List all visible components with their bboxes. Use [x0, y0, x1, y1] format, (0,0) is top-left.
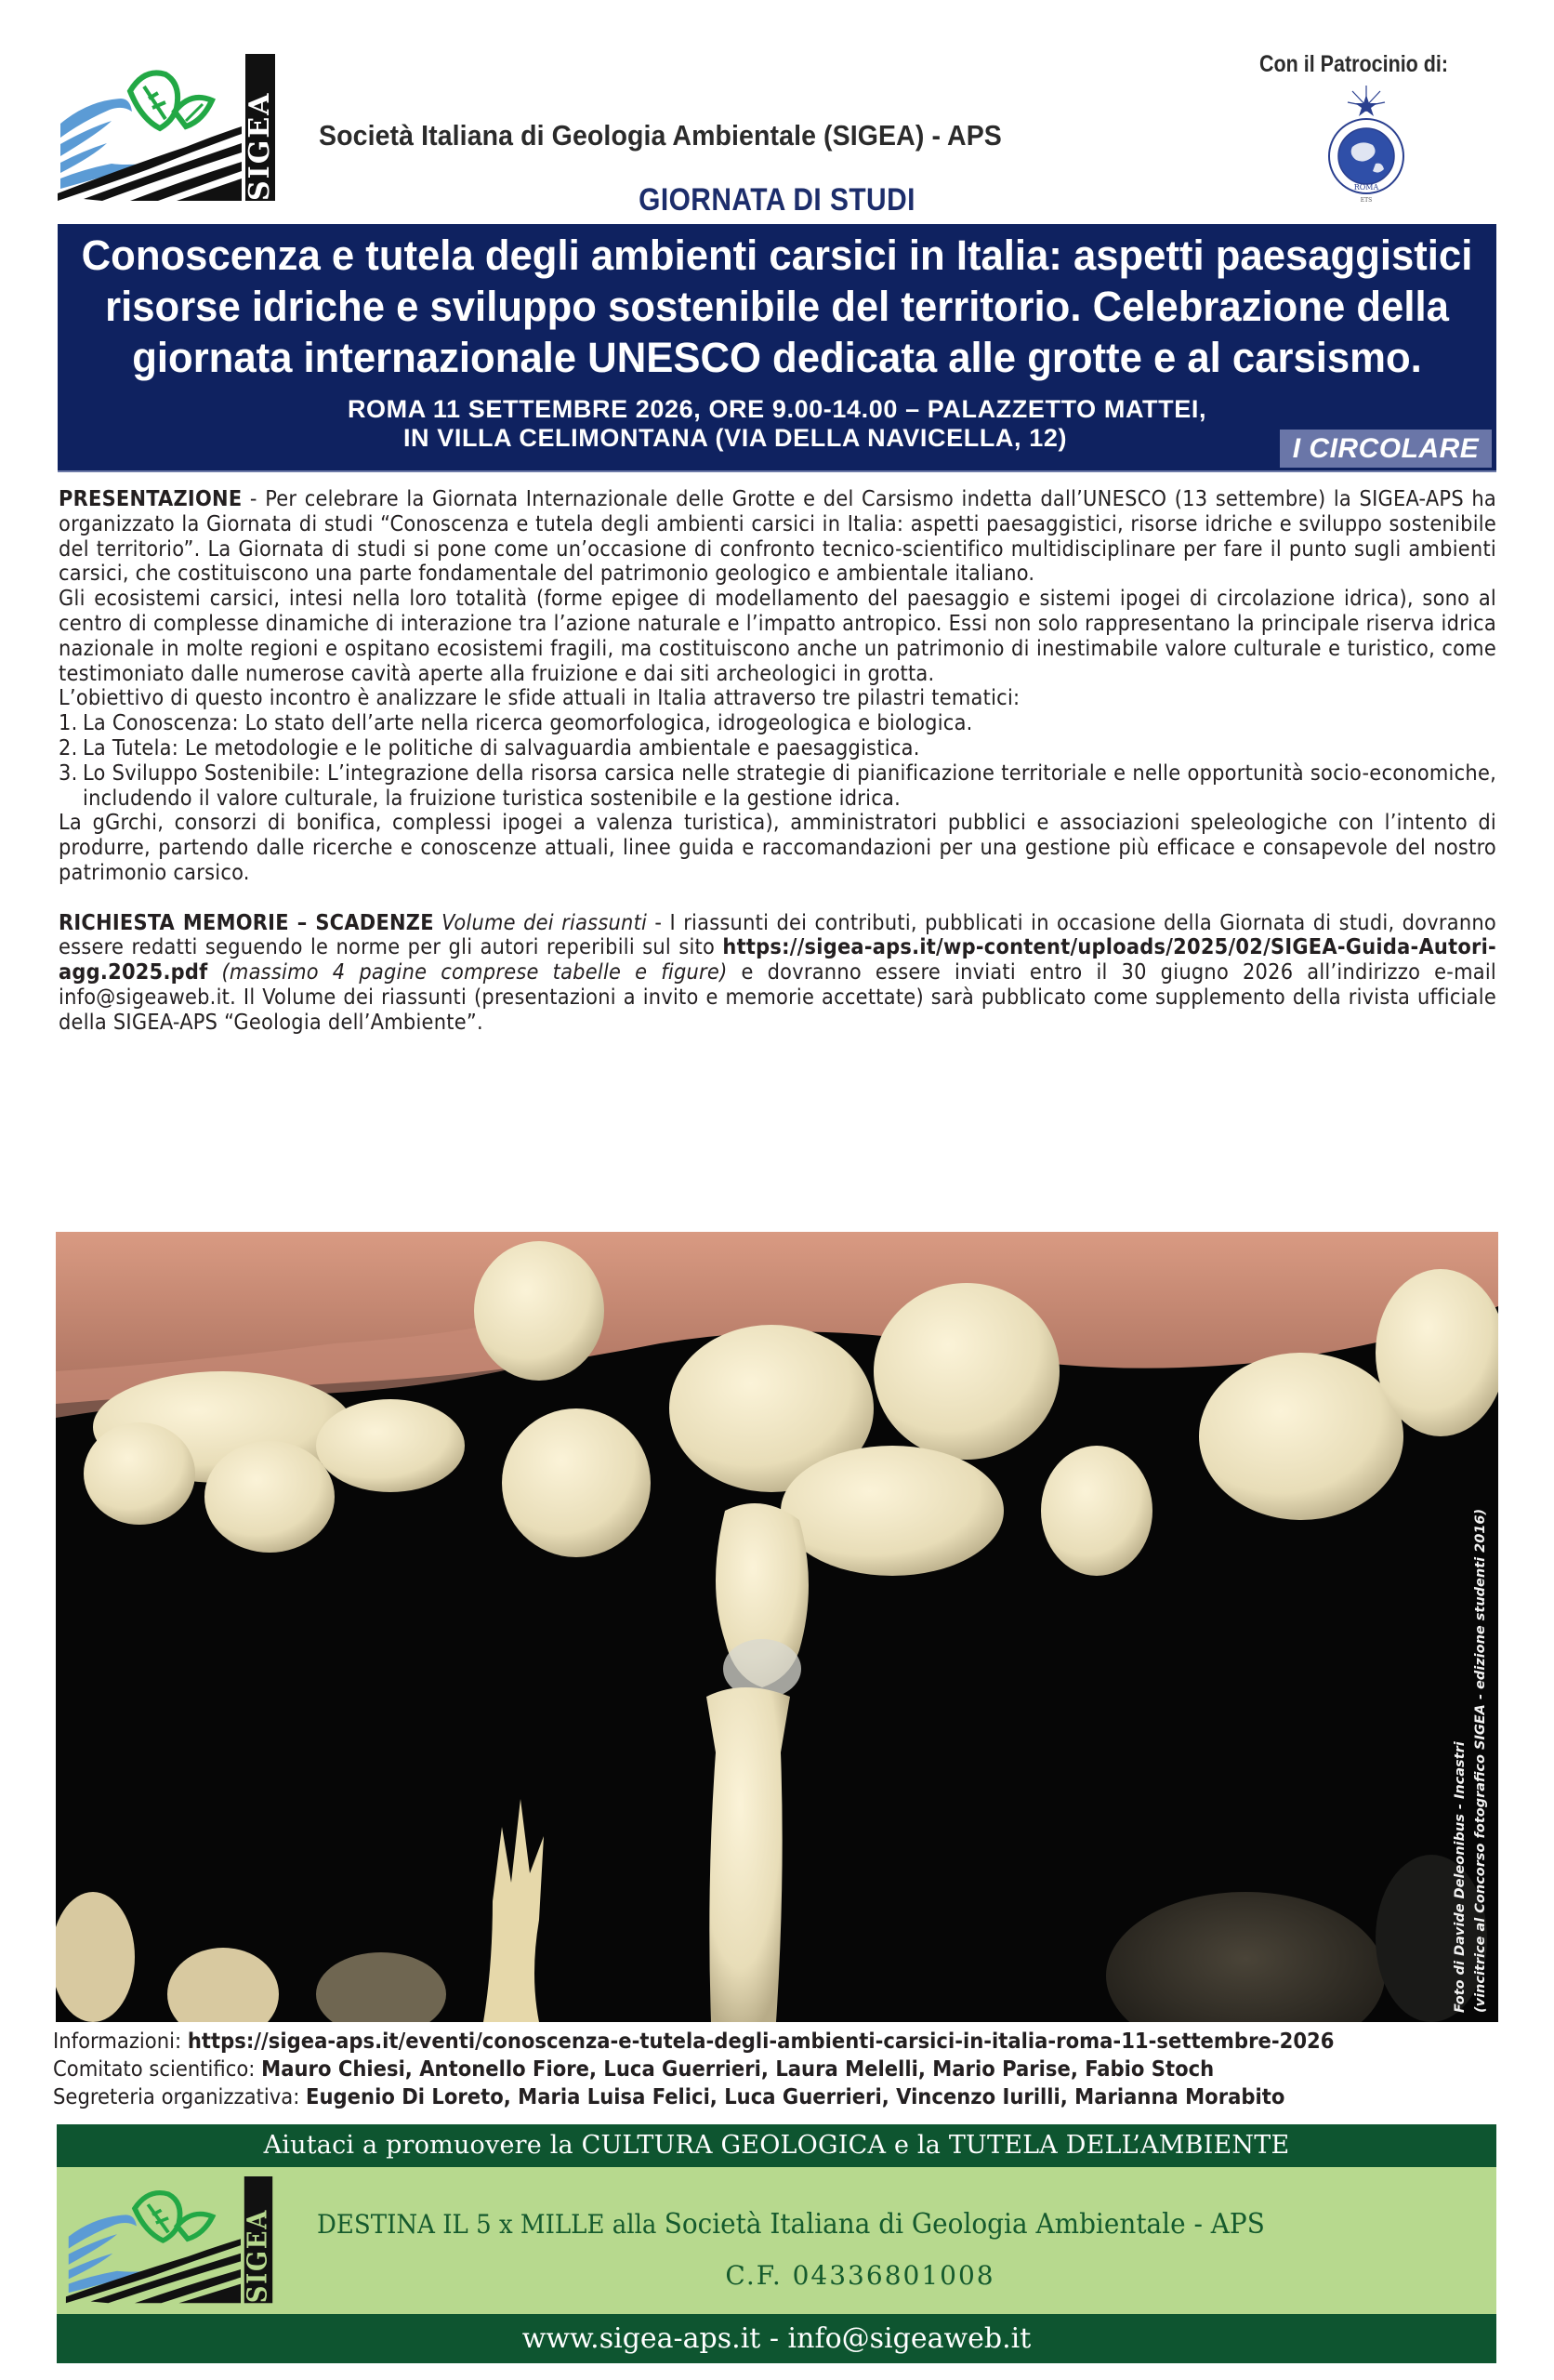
event-date-line: ROMA 11 SETTEMBRE 2026, ORE 9.00-14.00 – PALAZZETTO MATTEI, [347, 395, 1207, 423]
photo-credit [1439, 1492, 1491, 2013]
photo-credit-award: (vincitrice al Concorso fotografico SIGEA - edizione studenti 2016) [1473, 1508, 1488, 2013]
patronage-label: Con il Patrocinio di: [1259, 51, 1449, 77]
pillar-number: 3. [59, 760, 78, 786]
donate-org: Società Italiana di Geologia Ambientale - APS [664, 2208, 1265, 2241]
cave-formations-image [56, 1232, 1498, 2022]
presentation-paragraph: La gGrchi, consorzi di bonifica, complessi ipogei a valenza turistica), amministratori pubblici e associazioni speleologiche con l’intento di produrre, partendo dalle ricerche e conoscenze attuali, linee guida e raccomandazioni per una gestione più efficace e consapevole del nostro patrimonio carsico. [59, 810, 1496, 885]
donation-panel [57, 2167, 1496, 2314]
call-for-papers-text: - I riassunti dei contributi, pubblicati in occasione della Giornata di studi, dovranno essere redatti seguendo le norme per gli autori reperibili sul sito [59, 909, 1496, 960]
event-kind-heading: GIORNATA DI STUDI [639, 182, 915, 218]
pillar-text: La Tutela: Le metodologie e le politiche di salvaguardia ambientale e paesaggistica. [83, 734, 920, 760]
pillar-item [59, 736, 1496, 761]
event-title-line: Conoscenza e tutela degli ambienti carsici in Italia: aspetti paesaggistici [81, 231, 1473, 279]
secretariat-members: Eugenio Di Loreto, Maria Luisa Felici, Luca Guerrieri, Vincenzo Iurilli, Marianna Morabito [306, 2083, 1285, 2109]
photo-credit-author: Foto di Davide Deleonibus - Incastri [1453, 1741, 1468, 2013]
call-for-papers [59, 911, 1496, 1036]
event-venue-line: IN VILLA CELIMONTANA (VIA DELLA NAVICELLA, 12) [402, 424, 1068, 452]
committee-row [53, 2055, 1503, 2082]
event-page-link[interactable]: https://sigea-aps.it/eventi/conoscenza-e-tutela-degli-ambienti-carsici-in-italia-roma-11-settembre-2026 [187, 2028, 1335, 2054]
svg-text:SIGEA: SIGEA [242, 2209, 273, 2304]
tax-code: C.F. 04336801008 [725, 2260, 995, 2291]
presentation-section [59, 487, 1496, 1036]
donate-prefix: DESTINA IL 5 x MILLE alla [317, 2209, 665, 2240]
pillar-text: La Conoscenza: Lo stato dell’arte nella ricerca geomorfologica, idrogeologica e biologica. [83, 710, 973, 736]
call-for-papers-heading: RICHIESTA MEMORIE – SCADENZE [59, 909, 434, 935]
page-limit-note: (massimo 4 pagine comprese tabelle e figure) [207, 959, 728, 985]
pillar-item [59, 711, 1496, 736]
svg-text:ROMA: ROMA [1353, 183, 1379, 192]
contact-links[interactable]: www.sigea-aps.it - info@sigeaweb.it [57, 2314, 1496, 2363]
event-title-banner [58, 224, 1496, 472]
info-row [53, 2027, 1503, 2055]
info-label: Informazioni: [53, 2028, 188, 2054]
author-guide-link[interactable]: https://sigea-aps.it/wp-content/uploads/2025/02/SIGEA-Guida-Autori-agg.2025.pdf [59, 934, 1496, 985]
presentation-intro-text: - Per celebrare la Giornata Internazionale delle Grotte e del Carsismo indetta dall’UNESCO (13 settembre) la SIGEA-APS ha organizzato la Giornata di studi “Conoscenza e tutela degli ambienti carsici in Italia: aspetti paesaggistici, risorse idriche e sviluppo sostenibile del territorio”. La Giornata di studi si pone come un’occasione di confronto tecnico-scientifico multidisciplinare per fare il punto sugli ambienti carsici, che costituiscono una parte fondamentale del patrimonio geologico e ambientale italiano. [59, 486, 1496, 587]
presentation-paragraph: Gli ecosistemi carsici, intesi nella loro totalità (forme epigee di modellamento del paesaggio e sistemi ipogei di circolazione idrica), sono al centro di complesse dinamiche di interazione tra l’azione naturale e l’impatto antropico. Essi non solo rappresentano la principale riserva idrica nazionale in molte regioni e ospitano ecosistemi fragili, ma costituiscono anche un patrimonio di inestimabile valore culturale e turistico, come testimoniato dalle numerose cavità aperte alla fruizione e dai siti archeologici in grotta. [59, 586, 1496, 686]
event-title [58, 230, 1496, 383]
presentation-heading: PRESENTAZIONE [59, 486, 243, 511]
pillar-item [59, 761, 1496, 812]
event-title-line: giornata internazionale UNESCO dedicata alle grotte e al carsismo. [132, 334, 1422, 381]
org-name: Società Italiana di Geologia Ambientale (SIGEA) - APS [319, 119, 1002, 152]
secretariat-label: Segreteria organizzativa: [53, 2083, 307, 2109]
svg-text:ETS: ETS [1360, 197, 1373, 204]
pillars-list [59, 711, 1496, 811]
pillar-text: Lo Sviluppo Sostenibile: L’integrazione della risorsa carsica nelle strategie di pianificazione territoriale e nelle opportunità socio-economiche, includendo il valore culturale, la fruizione turistica sostenibile e la gestione idrica. [83, 760, 1496, 811]
donate-line [317, 2208, 1265, 2241]
committee-label: Comitato scientifico: [53, 2056, 262, 2082]
event-info [53, 2027, 1503, 2110]
call-for-papers-subheading: Volume dei riassunti [441, 909, 648, 935]
committee-members: Mauro Chiesi, Antonello Fiore, Luca Guerrieri, Laura Melelli, Mario Parise, Fabio Stoch [261, 2056, 1215, 2082]
circular-tag: I CIRCOLARE [1280, 430, 1492, 468]
call-for-papers-text: e dovranno essere inviati entro il 30 giugno 2026 all’indirizzo e-mail info@sigeaweb.it. Il Volume dei riassunti (presentazioni a invito e memorie accettate) sarà pubblicato come supplemento della rivista ufficiale della SIGEA-APS “Geologia dell’Ambiente”. [59, 959, 1496, 1035]
svg-text:SIGEA: SIGEA [244, 91, 276, 201]
event-title-line: risorse idriche e sviluppo sostenibile del territorio. Celebrazione della [105, 283, 1449, 330]
pillar-number: 1. [59, 710, 78, 736]
presentation-paragraph: L’obiettivo di questo incontro è analizzare le sfide attuali in Italia attraverso tre pilastri tematici: [59, 685, 1021, 711]
secretariat-row [53, 2082, 1503, 2110]
sigea-logo [56, 54, 279, 203]
cave-photo [56, 1232, 1498, 2022]
pillar-number: 2. [59, 734, 78, 760]
presentation-intro [59, 487, 1496, 587]
sigea-logo-icon [56, 54, 279, 203]
donation-banner [57, 2124, 1496, 2363]
promo-text: Aiutaci a promuovere la CULTURA GEOLOGICA e la TUTELA DELL’AMBIENTE [57, 2124, 1496, 2167]
